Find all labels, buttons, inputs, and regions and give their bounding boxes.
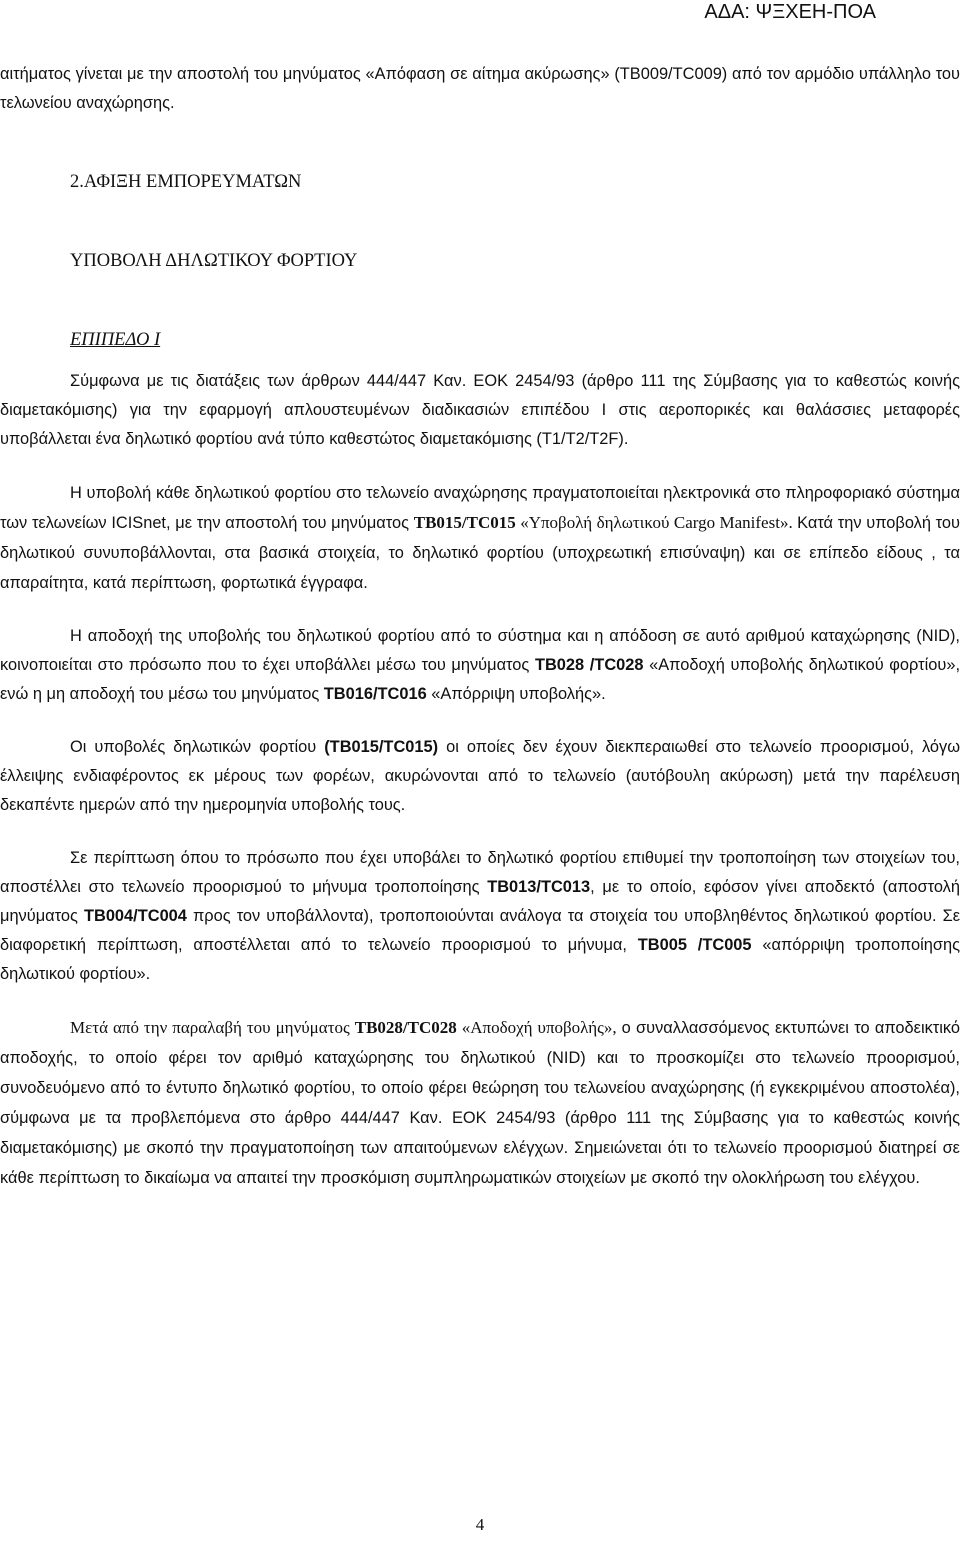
p5-text-2: , με το οποίο, εφόσον γίνει αποδεκτό (αποστολή μηνύματος [0, 878, 960, 925]
intro-text-end: από τον αρμόδιο υπάλληλο του τελωνείου αναχώρησης. [0, 65, 960, 112]
level-heading: ΕΠΙΠΕΔΟ Ι [70, 330, 161, 350]
section-title: 2.ΑΦΙΞΗ ΕΜΠΟΡΕΥΜΑΤΩΝ [70, 172, 302, 192]
page-number: 4 [475, 1515, 485, 1534]
p6-text-end: ο συναλλασσόμενος εκτυπώνει το αποδεικτικό αποδοχής, το οποίο φέρει τον αριθμό καταχώρησης του δηλωτικού (NID) και το προσκομίζει στο τελωνείο προορισμού, συνοδευόμενο από το έντυπο δηλωτικό φορτίου, το οποίο φέρει θεώρηση του τελωνείου αναχώρησης (ή εγκεκριμένου αποστολέα), σύμφωνα με τα προβλεπόμενα στο άρθρο 444/447 Καν. ΕΟΚ 2454/93 (άρθρο 111 της Σύμβασης για το καθεστώς κοινής διαμετακόμισης) με σκοπό την πραγματοποίηση των απαιτούμενων ελέγχων. Σημειώνεται ότι το τελωνείο προορισμού διατηρεί σε κάθε περίπτωση το δικαίωμα να απαιτεί την προσκόμιση συμπληρωματικών στοιχείων με σκοπό την ολοκλήρωση του ελέγχου. [0, 1019, 960, 1187]
intro-code: (ΤΒ009/TC009) [614, 65, 728, 83]
paragraph-6 [0, 1013, 960, 1193]
p6-message: «Αποδοχή υποβολής», [456, 1018, 622, 1037]
ada-code: ΑΔΑ: ΨΞΧΕΗ-ΠΟΑ [704, 1, 876, 23]
paragraph-4 [0, 733, 960, 820]
paragraph-1: Σύμφωνα με τις διατάξεις των άρθρων 444/447 Καν. ΕΟΚ 2454/93 (άρθρο 111 της Σύμβασης για το καθεστώς κοινής διαμετακόμισης) για την εφαρμογή απλουστευμένων διαδικασιών επιπέδου Ι στις αεροπορικές και θαλάσσιες μεταφορές υποβάλλεται ένα δηλωτικό φορτίου ανά τύπο καθεστώτος διαμετακόμισης (Τ1/Τ2/Τ2F). [0, 372, 960, 448]
p6-text: Μετά από την παραλαβή του μηνύματος [70, 1018, 355, 1037]
p5-text: Σε περίπτωση όπου το πρόσωπο που έχει υποβάλει το δηλωτικό φορτίου επιθυμεί την τροποποίηση των στοιχείων του, αποστέλλει στο τελωνείο προορισμού το μήνυμα τροποποίησης [0, 849, 960, 896]
section-subtitle: ΥΠΟΒΟΛΗ ΔΗΛΩΤΙΚΟΥ ΦΟΡΤΙΟΥ [70, 251, 358, 271]
p5-text-4: Σε διαφορετική περίπτωση, αποστέλλεται από το τελωνείο προορισμού το μήνυμα, [0, 907, 960, 954]
p4-text: Οι υποβολές δηλωτικών φορτίου [70, 738, 325, 756]
p4-text-end: οι οποίες δεν έχουν διεκπεραιωθεί στο τελωνείο προορισμού, λόγω έλλειψης ενδιαφέροντος εκ μέρους των φορέων, ακυρώνονται από το τελωνείο (αυτόβουλη ακύρωση) μετά την παρέλευση δεκαπέντε ημερών από την ημερομηνία υποβολής τους. [0, 738, 960, 814]
p3-text: Η αποδοχή της υποβολής του δηλωτικού φορτίου από το σύστημα και η απόδοση σε αυτό αριθμού καταχώρησης (NID), κοινοποιείται στο πρόσωπο που το έχει υποβάλλει μέσω του μηνύματος [0, 627, 960, 674]
intro-text: αιτήματος γίνεται με την αποστολή του μηνύματος «Απόφαση σε αίτημα ακύρωσης» [0, 65, 615, 83]
paragraph-5 [0, 844, 960, 989]
p5-text-end: «απόρριψη τροποποίησης δηλωτικού φορτίου». [0, 936, 960, 983]
p3-text-mid: «Αποδοχή υποβολής δηλωτικού φορτίου», ενώ η μη αποδοχή του μέσω του μηνύματος [0, 656, 960, 703]
intro-paragraph [0, 60, 960, 118]
p2-message: «Υποβολή δηλωτικού Cargo Manifest». [515, 513, 798, 532]
p3-code-1: TB028 /TC028 [534, 656, 644, 674]
p5-text-3: προς τον υποβάλλοντα), τροποποιούνται ανάλογα τα στοιχεία του υποβληθέντος δηλωτικού φορτίου. [186, 907, 943, 925]
p5-code-1: TB013/TC013 [487, 878, 591, 896]
p2-code: TB015/TC015 [413, 513, 516, 532]
p2-text-end: Κατά την υποβολή του δηλωτικού συνυποβάλλονται, στα βασικά στοιχεία, το δηλωτικό φορτίου (υποχρεωτική επισύναψη) και σε επίπεδο είδους , τα απαραίτητα, κατά περίπτωση, φορτωτικά έγγραφα. [0, 514, 960, 592]
p2-text: Η υποβολή κάθε δηλωτικού φορτίου στο τελωνείο αναχώρησης πραγματοποιείται ηλεκτρονικά στο πληροφοριακό σύστημα των τελωνείων ICISnet, με την αποστολή του μηνύματος [0, 484, 960, 532]
p5-code-3: TB005 /TC005 [637, 936, 752, 954]
p6-code: TB028/TC028 [354, 1018, 457, 1037]
p3-text-end: «Απόρριψη υποβολής». [426, 685, 606, 703]
document-page [0, 60, 960, 1193]
p5-code-2: TB004/TC004 [83, 907, 187, 925]
paragraph-3 [0, 622, 960, 709]
p4-code: (TB015/TC015) [324, 738, 439, 756]
paragraph-2 [0, 478, 960, 598]
p3-code-2: TB016/TC016 [323, 685, 427, 703]
